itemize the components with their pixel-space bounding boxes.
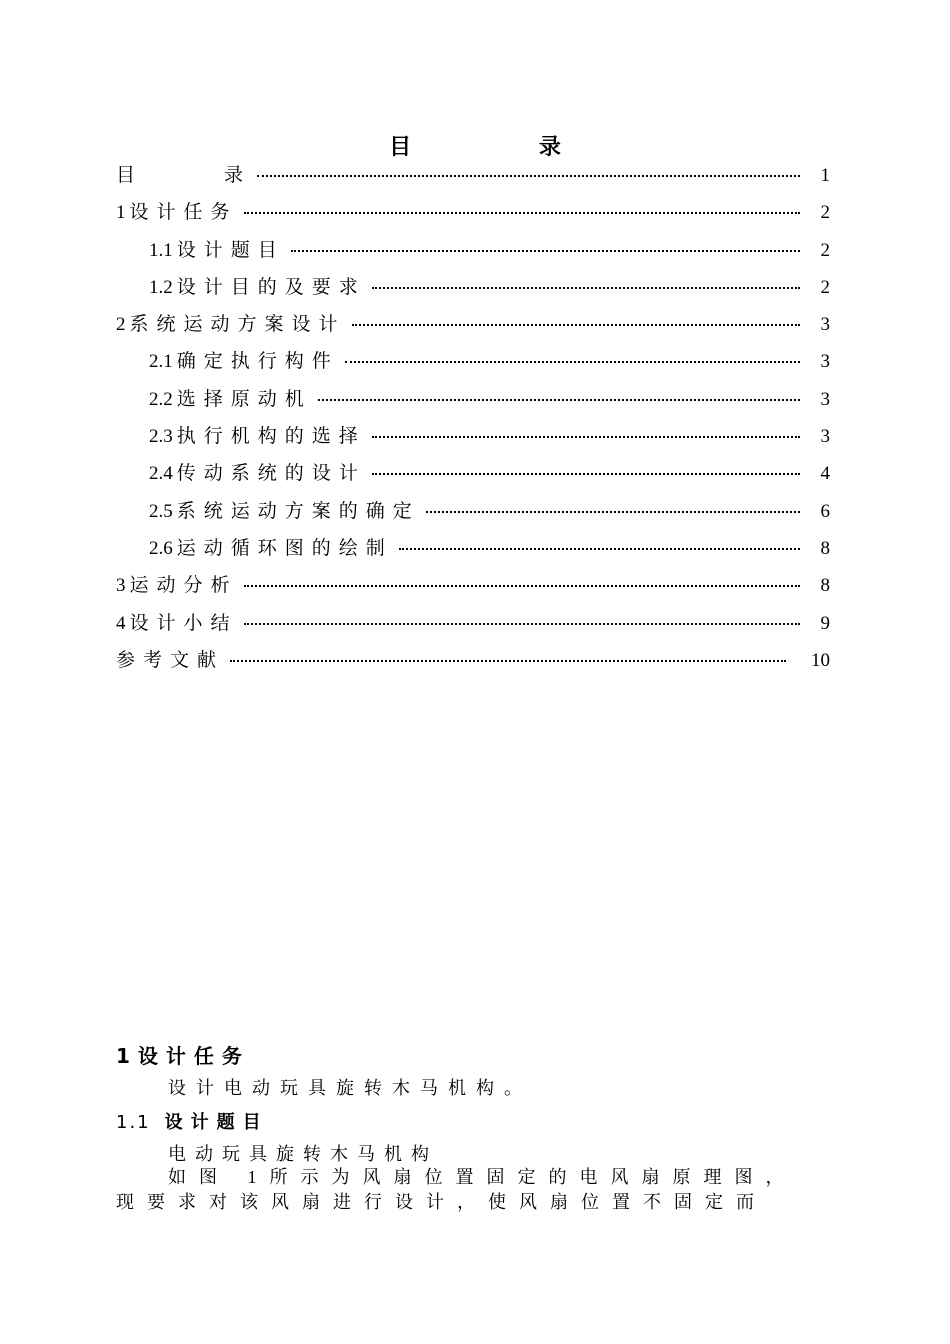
toc-entry-label — [149, 384, 312, 411]
toc-entry-number: 2.2 — [149, 388, 173, 410]
toc-entry[interactable] — [116, 235, 830, 272]
toc-entry[interactable] — [116, 346, 830, 383]
table-of-contents — [116, 160, 830, 682]
toc-entry-number: 2.6 — [149, 537, 173, 559]
toc-entry-text: 系统运动方案的确定 — [176, 500, 420, 522]
toc-entry-label — [116, 309, 346, 336]
toc-entry-number: 2.4 — [149, 463, 173, 485]
toc-page-number: 3 — [820, 388, 830, 410]
toc-entry-text: 目 录 — [116, 165, 252, 186]
toc-dot-leader — [244, 585, 800, 587]
toc-entry-label — [149, 496, 420, 523]
body-paragraph-line-1: 如图 1所示为风扇位置固定的电风扇原理图， — [168, 1167, 797, 1187]
toc-entry-number: 3 — [116, 575, 126, 597]
toc-entry-text: 运动分析 — [129, 575, 238, 597]
toc-entry-text: 设计任务 — [129, 202, 238, 224]
toc-page-number: 2 — [820, 276, 830, 298]
toc-entry[interactable] — [116, 421, 830, 458]
toc-page-number: 8 — [820, 575, 830, 597]
toc-page-number: 6 — [820, 500, 830, 522]
section-paragraph: 设计电动玩具旋转木马机构。 — [168, 1078, 532, 1098]
toc-dot-leader — [352, 324, 800, 326]
toc-entry-label — [149, 533, 393, 560]
body-paragraph-line-2: 现要求对该风扇进行设计，使风扇位置不固定而 — [116, 1192, 767, 1212]
subsection-heading — [116, 1108, 830, 1134]
toc-dot-leader — [372, 436, 800, 438]
toc-dot-leader — [244, 623, 800, 625]
toc-entry-label — [149, 272, 366, 299]
toc-dot-leader — [399, 548, 800, 550]
toc-page-number: 2 — [820, 202, 830, 224]
toc-page-number: 3 — [820, 426, 830, 448]
toc-entry-text: 传动系统的设计 — [176, 463, 366, 485]
toc-page-number: 1 — [820, 165, 830, 186]
toc-entry-label — [149, 458, 366, 485]
subsection-title: 设计题目 — [164, 1112, 269, 1133]
toc-entry[interactable] — [116, 458, 830, 495]
toc-entry-label — [149, 235, 285, 262]
toc-entry-number: 2.1 — [149, 351, 173, 373]
toc-page-number: 10 — [811, 649, 830, 671]
toc-entry[interactable] — [116, 160, 830, 197]
toc-entry-text: 参考文献 — [116, 649, 225, 671]
toc-page-number: 8 — [820, 537, 830, 559]
toc-entry[interactable] — [116, 384, 830, 421]
toc-entry[interactable] — [116, 570, 830, 607]
toc-entry-label — [116, 160, 251, 187]
subsection-number: 1.1 — [116, 1112, 151, 1133]
toc-dot-leader — [372, 287, 800, 289]
toc-entry-text: 选择原动机 — [176, 388, 312, 410]
toc-entry[interactable] — [116, 533, 830, 570]
toc-entry-text: 系统运动方案设计 — [129, 314, 346, 336]
toc-page-number: 2 — [820, 239, 830, 261]
toc-entry-label — [149, 346, 339, 373]
toc-entry[interactable] — [116, 309, 830, 346]
toc-entry-number: 1.1 — [149, 239, 173, 261]
toc-dot-leader — [257, 175, 800, 177]
toc-entry-number: 1.2 — [149, 276, 173, 298]
toc-entry-label — [116, 197, 238, 224]
toc-entry-label — [116, 608, 238, 635]
toc-entry-label — [116, 645, 224, 672]
toc-entry-number: 1 — [116, 202, 126, 224]
toc-entry-text: 设计目的及要求 — [176, 276, 366, 298]
section-heading: 1设计任务 — [116, 1044, 250, 1068]
toc-dot-leader — [372, 473, 800, 475]
toc-entry-text: 设计题目 — [176, 239, 285, 261]
toc-entry-number: 2 — [116, 314, 126, 336]
toc-dot-leader — [318, 399, 800, 401]
toc-entry-text: 确定执行构件 — [176, 351, 339, 373]
toc-dot-leader — [426, 511, 800, 513]
toc-dot-leader — [230, 660, 786, 662]
toc-page-number: 3 — [820, 351, 830, 373]
subsection-paragraph: 电动玩具旋转木马机构 — [168, 1144, 438, 1164]
toc-dot-leader — [244, 212, 800, 214]
toc-title: 目 录 — [389, 135, 621, 160]
toc-entry[interactable] — [116, 197, 830, 234]
toc-entry-label — [149, 421, 366, 448]
toc-dot-leader — [345, 361, 800, 363]
toc-dot-leader — [291, 250, 800, 252]
toc-entry-number: 2.3 — [149, 426, 173, 448]
toc-entry[interactable] — [116, 496, 830, 533]
toc-entry[interactable] — [116, 608, 830, 645]
toc-entry-text: 运动循环图的绘制 — [176, 537, 393, 559]
toc-entry-number: 4 — [116, 612, 126, 634]
toc-page-number: 4 — [820, 463, 830, 485]
toc-entry-text: 设计小结 — [129, 612, 238, 634]
toc-entry[interactable] — [116, 645, 830, 682]
toc-entry-label — [116, 570, 238, 597]
toc-page-number: 9 — [820, 612, 830, 634]
toc-entry-text: 执行机构的选择 — [176, 426, 366, 448]
toc-entry-number: 2.5 — [149, 500, 173, 522]
toc-page-number: 3 — [820, 314, 830, 336]
toc-entry[interactable] — [116, 272, 830, 309]
